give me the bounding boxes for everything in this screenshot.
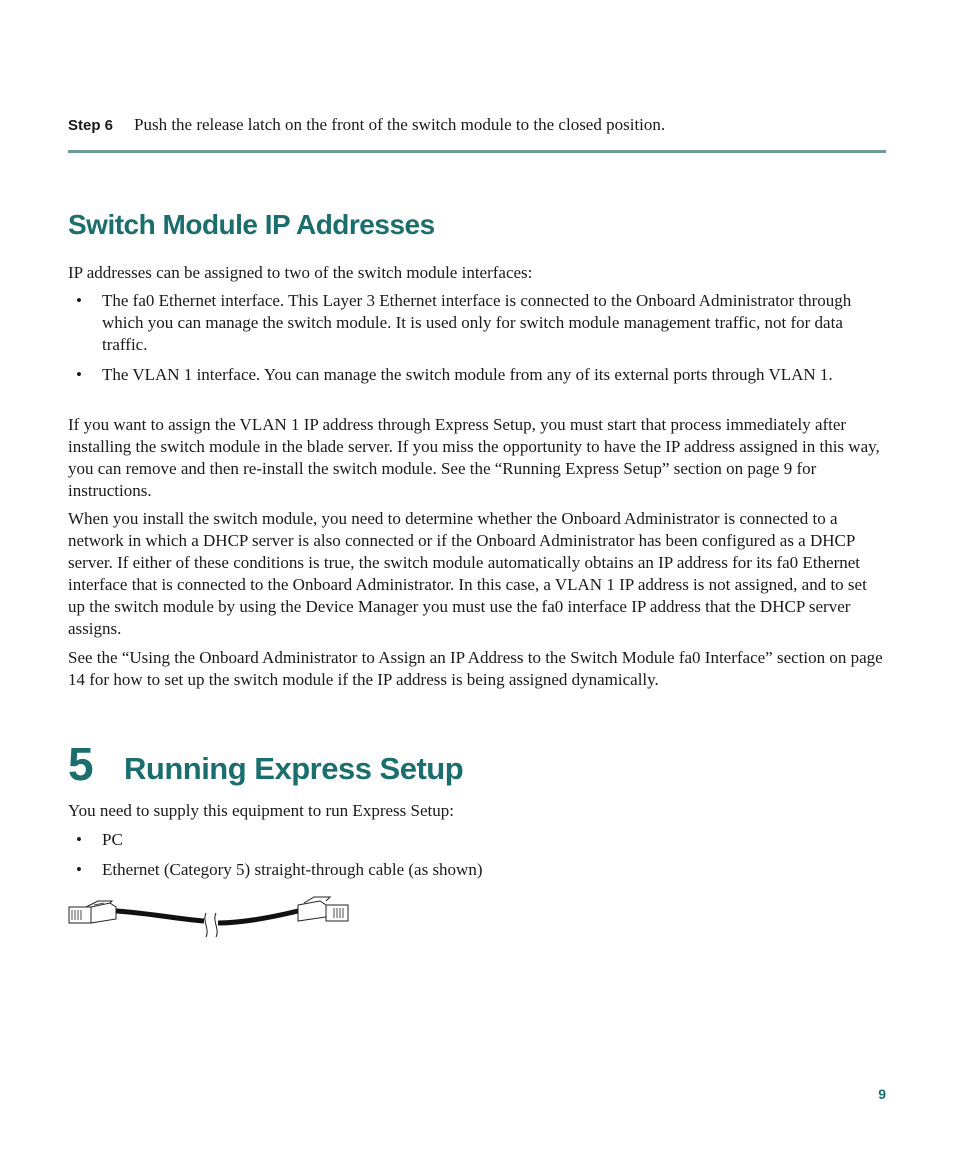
equipment-intro: You need to supply this equipment to run Express Setup: — [68, 801, 454, 820]
paragraph-vlan — [68, 414, 886, 502]
list-item-text: PC — [102, 830, 123, 849]
list-item — [68, 859, 886, 881]
rj45-connector-left-icon — [69, 901, 116, 923]
intro-paragraph: IP addresses can be assigned to two of the switch module interfaces: — [68, 263, 533, 282]
step-label: Step 6 — [68, 117, 114, 134]
bullet-icon: • — [76, 365, 82, 384]
equipment-list — [68, 829, 886, 889]
step-text: Push the release latch on the front of the switch module to the closed position. — [134, 115, 666, 134]
paragraph-see-also: See the “Using the Onboard Administrator to Assign an IP Address to the Switch Module fa0 Interface” section on page 14 for how to set up the switch module if the IP address is being assigned dynamically. — [68, 648, 883, 689]
bullet-icon: • — [76, 830, 82, 849]
bullet-icon: • — [76, 291, 82, 310]
ethernet-cable-icon — [68, 893, 354, 943]
list-item — [68, 364, 886, 386]
list-item-text: The VLAN 1 interface. You can manage the switch module from any of its external ports through VLAN 1. — [102, 365, 833, 384]
list-item — [68, 290, 886, 356]
section-number: 5 — [68, 738, 94, 790]
paragraph-text: If you want to assign the VLAN 1 IP address through Express Setup, you must start that process immediately after installing the switch module in the blade server. If you miss the opportunity to have the IP address assigned in this way, you can remove and then re-install the switch module. See the “Running Express Setup” section on page 9 for instructions. — [68, 415, 880, 500]
section-divider — [68, 150, 886, 153]
step-instruction — [68, 114, 886, 137]
section-heading-switch-module-ip: Switch Module IP Addresses — [68, 209, 435, 240]
bullet-icon: • — [76, 860, 82, 879]
list-item-text: The fa0 Ethernet interface. This Layer 3 Ethernet interface is connected to the Onboard Administrator through which you can manage the switch module. It is used only for switch module management traffic, not for data traffic. — [102, 291, 852, 354]
page-number: 9 — [878, 1086, 886, 1102]
paragraph-install: When you install the switch module, you need to determine whether the Onboard Administrator is connected to a network in which a DHCP server is also connected or if the Onboard Administrator has been configured as a DHCP server. If either of these conditions is true, the switch module automatically obtains an IP address for its fa0 Ethernet interface that is connected to the Onboard Administrator. In this case, a VLAN 1 IP address is not assigned, and to set up the switch module by using the Device Manager you must use the fa0 interface IP address that the DHCP server assigns. — [68, 509, 867, 638]
rj45-connector-right-icon — [298, 897, 348, 921]
list-item-text: Ethernet (Category 5) straight-through cable (as shown) — [102, 860, 483, 879]
section-heading-running-express-setup: Running Express Setup — [124, 751, 464, 786]
list-item — [68, 829, 886, 851]
interface-list — [68, 290, 886, 394]
